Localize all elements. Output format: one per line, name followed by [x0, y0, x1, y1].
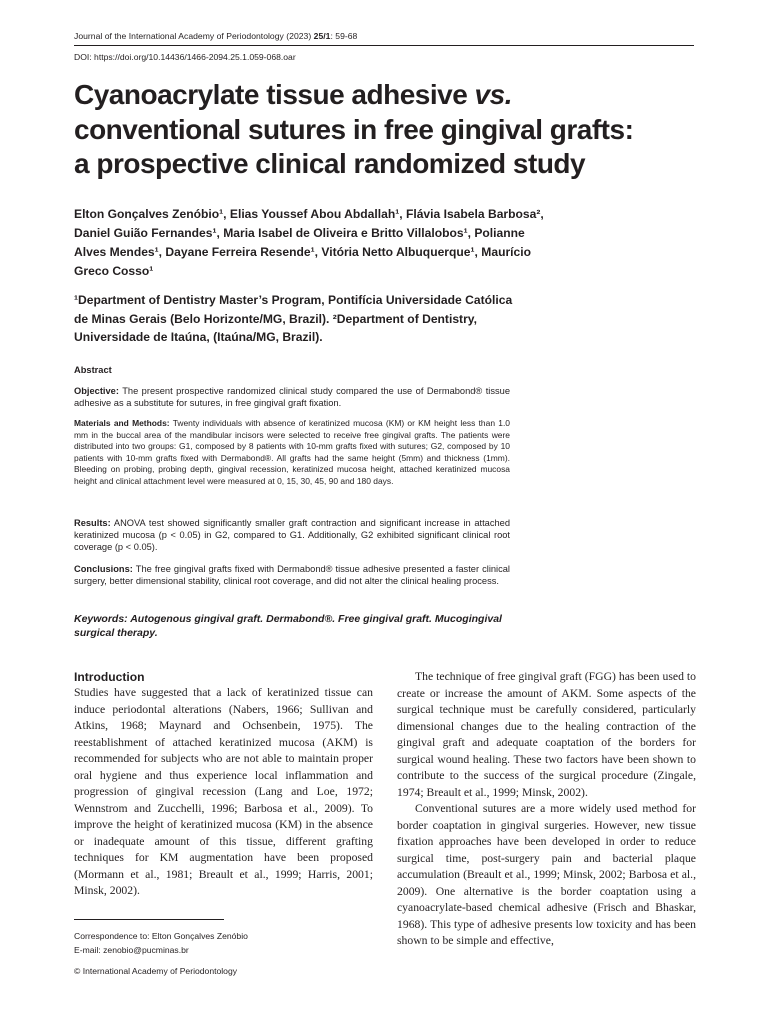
- body-column-right: [397, 669, 696, 950]
- affiliations: ¹Department of Dentistry Master’s Program, Pontifícia Universidade Católica de Minas Gerais (Belo Horizonte/MG, Brazil). ²Department of Dentistry, Universidade de Itaúna, (Itaúna/MG, Brazil).: [74, 293, 513, 345]
- journal-citation: [74, 31, 357, 41]
- abstract-conclusions: [74, 563, 510, 587]
- body-column-left: [74, 669, 373, 900]
- article-title: [74, 78, 694, 182]
- title-line-1-text: Cyanoacrylate tissue adhesive: [74, 79, 475, 110]
- doi-line: DOI: https://doi.org/10.14436/1466-2094.25.1.059-068.oar: [74, 52, 296, 62]
- paragraph-sutures: Conventional sutures are a more widely used method for border coaptation in gingival surgeries. However, new tissue fixation approaches have been developed in order to reduce surgical time, post-surgery pain and bacterial plaque accumulation (Breault et al., 1999; Minsk, 2002; Barbosa et al., 2009). One alternative is the border coaptation using a cyanoacrylate-based chemical adhesive (Frisch and Bhaskar, 1968). This type of adhesive presents low toxicity and has been shown to be simple and effective,: [397, 802, 696, 947]
- objective-label: Objective:: [74, 386, 119, 396]
- abstract-results: [74, 517, 510, 554]
- author-list: Elton Gonçalves Zenóbio¹, Elias Youssef Abou Abdallah¹, Flávia Isabela Barbosa², Daniel Guião Fernandes¹, Maria Isabel de Oliveira e Britto Villalobos¹, Polianne Alves Mendes¹, Dayane Ferreira Resende¹, Vitória Netto Albuquerque¹, Maurício Greco Cosso¹: [74, 207, 544, 278]
- abstract-heading: Abstract: [74, 365, 112, 375]
- header-divider: [74, 45, 694, 46]
- intro-paragraph: Studies have suggested that a lack of keratinized tissue can induce periodontal alterations (Nabers, 1966; Sullivan and Atkins, 1968; Maynard and Ochsenbein, 1975). The reestablishment of attached keratinized mucosa (AKM) is recommended for subjects who are not able to maintain proper oral hygiene and thus experience local inflammation and progression of gingival recession (Lang and Loe, 1972; Wennstrom and Zucchelli, 1996; Barbosa et al., 2009). To improve the height of keratinized mucosa (KM) in the absence or inadequate amount of this tissue, different grafting techniques for KM augmentation have been proposed (Mormann et al., 1981; Breault et al., 1999; Harris, 2001; Minsk, 2002).: [74, 686, 373, 897]
- abstract-objective: [74, 385, 510, 409]
- methods-label: Materials and Methods:: [74, 418, 170, 428]
- paragraph-fgg: The technique of free gingival graft (FGG) has been used to create or increase the amount of AKM. Some aspects of the surgical technique must be carefully considered, particularly dimensional changes due to the healing contraction of the gingival graft and adequate coaptation of the borders for surgical wound healing. These two factors have been shown to contribute to the success of the surgical procedure (Zingale, 1974; Breault et al., 1999; Minsk, 2002).: [397, 670, 696, 799]
- correspondence-email: E-mail: zenobio@pucminas.br: [74, 945, 189, 955]
- title-line-2: conventional sutures in free gingival grafts:: [74, 113, 634, 145]
- conclusions-text: The free gingival grafts fixed with Dermabond® tissue adhesive presented a faster clinical surgery, better dimensional stability, clinical root coverage, and did not alter the clinical healing process.: [74, 564, 510, 587]
- title-line-1: [74, 79, 512, 110]
- journal-pages: : 59-68: [330, 31, 358, 41]
- footnote-divider: [74, 919, 224, 920]
- title-line-3: a prospective clinical randomized study: [74, 148, 586, 179]
- introduction-heading: Introduction: [74, 670, 145, 684]
- copyright-notice: © International Academy of Periodontology: [74, 966, 238, 976]
- methods-text: Twenty individuals with absence of keratinized mucosa (KM) or KM height less than 1.0 mm in the buccal area of the mandibular incisors were selected to receive free gingival grafts. The patients were distributed into two groups: G1, composed by 8 patients with 10-mm grafts fixed with sutures; G2, composed by 10 patients with 10-mm grafts fixed with Dermabond®. All grafts had the same height (5mm) and thickness (1mm). Bleeding on probing, probing depth, gingival recession, keratinized mucosa height, attached keratinized mucosa height and clinical attachment level were measured at 0, 15, 30, 45, 90 and 180 days.: [74, 418, 510, 486]
- correspondence-name: Correspondence to: Elton Gonçalves Zenóbio: [74, 931, 248, 941]
- conclusions-label: Conclusions:: [74, 564, 133, 574]
- title-vs: vs.: [474, 79, 512, 110]
- journal-volume: 25/1: [313, 31, 331, 41]
- journal-name: Journal of the International Academy of Periodontology (2023): [74, 31, 314, 41]
- keywords: Keywords: Autogenous gingival graft. Dermabond®. Free gingival graft. Mucogingival surgical therapy.: [74, 613, 502, 640]
- results-text: ANOVA test showed significantly smaller graft contraction and significant increase in attached keratinized mucosa (p < 0.05) in G2, compared to G1. Additionally, G2 exhibited significant clinical root coverage (p < 0.05).: [74, 518, 510, 553]
- correspondence: [74, 929, 248, 957]
- objective-text: The present prospective randomized clinical study compared the use of Dermabond® tissue adhesive as a substitute for sutures, in free gingival graft fixation.: [74, 386, 510, 409]
- results-label: Results:: [74, 518, 111, 528]
- abstract-methods: [74, 418, 510, 488]
